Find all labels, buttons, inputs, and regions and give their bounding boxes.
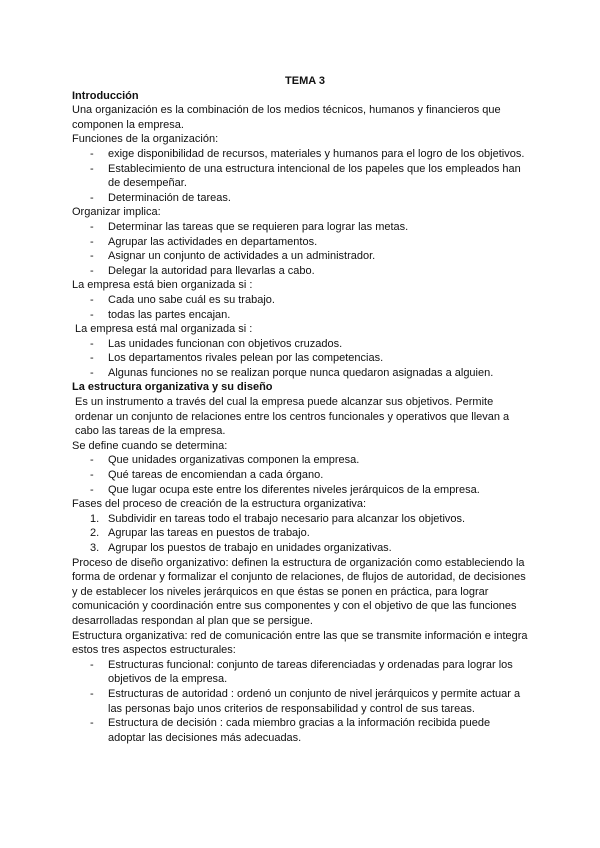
list-item: - todas las partes encajan. xyxy=(72,308,528,323)
list-item: - Las unidades funcionan con objetivos cruzados. xyxy=(72,337,528,352)
list-item: - Qué tareas de encomiendan a cada órgano. xyxy=(72,468,528,483)
defined-list xyxy=(72,453,528,497)
structure-heading: La estructura organizativa y su diseño xyxy=(72,381,273,394)
list-item: - exige disponibilidad de recursos, materiales y humanos para el logro de los objetivos. xyxy=(72,147,528,162)
list-item: - Delegar la autoridad para llevarlas a cabo. xyxy=(72,264,528,279)
functions-label: Funciones de la organización: xyxy=(72,133,219,146)
list-item: - Los departamentos rivales pelean por las competencias. xyxy=(72,351,528,366)
list-item xyxy=(72,541,528,556)
functions-list xyxy=(72,147,528,205)
defined-label: Se define cuando se determina: xyxy=(72,439,228,452)
bad-organized-label: La empresa está mal organizada si : xyxy=(75,323,253,336)
well-organized-list xyxy=(72,293,528,322)
list-number: 1. xyxy=(90,512,100,525)
list-item: - Asignar un conjunto de actividades a un administrador. xyxy=(72,249,528,264)
bad-organized-list xyxy=(72,337,528,381)
list-item: - Algunas funciones no se realizan porque nunca quedaron asignadas a alguien. xyxy=(72,366,528,381)
list-number: 3. xyxy=(90,542,100,554)
list-number: 2. xyxy=(90,527,100,540)
list-item: - Que lugar ocupa este entre los diferentes niveles jerárquicos de la empresa. xyxy=(72,483,528,498)
aspects-list xyxy=(72,658,528,746)
list-item: - Estructuras funcional: conjunto de tareas diferenciadas y ordenadas para lograr los objetivos de la empresa. xyxy=(72,658,528,687)
list-item-text: Agrupar los puestos de trabajo en unidades organizativas. xyxy=(108,542,392,554)
list-item-text: Subdividir en tareas todo el trabajo necesario para alcanzar los objetivos. xyxy=(108,512,466,525)
list-item: - Determinar las tareas que se requieren para lograr las metas. xyxy=(72,220,528,235)
design-process-paragraph: Proceso de diseño organizativo: definen la estructura de organización como estableciendo la forma de ordenar y formalizar el conjunto de relaciones, de flujos de autoridad, de decisiones y de establecer los niveles jerárquicos en que éstas se ponen en práctica, para lograr comunicación y coordinación entre sus componentes y con el objetivo de que las funciones desarrolladas respondan al plan que se persigue. xyxy=(72,556,526,627)
list-item xyxy=(72,512,528,527)
intro-definition: Una organización es la combinación de los medios técnicos, humanos y financieros que componen la empresa. xyxy=(72,104,501,131)
list-item: - Agrupar las actividades en departamentos. xyxy=(72,235,528,250)
org-structure-paragraph: Estructura organizativa: red de comunicación entre las que se transmite información e integra estos tres aspectos estructurales: xyxy=(72,629,528,657)
list-item: - Determinación de tareas. xyxy=(72,191,528,206)
intro-heading: Introducción xyxy=(72,89,139,102)
structure-definition: Es un instrumento a través del cual la empresa puede alcanzar sus objetivos. Permite ordenar un conjunto de relaciones entre los centros funcionales y operativos que llevan a cabo las tareas de la empresa. xyxy=(75,396,510,438)
list-item: - Cada uno sabe cuál es su trabajo. xyxy=(72,293,528,308)
phases-label: Fases del proceso de creación de la estructura organizativa: xyxy=(72,498,367,511)
well-organized-label: La empresa está bien organizada si : xyxy=(72,279,253,292)
list-item-text: Agrupar las tareas en puestos de trabajo. xyxy=(108,527,310,540)
list-item: - Establecimiento de una estructura intencional de los papeles que los empleados han de desempeñar. xyxy=(72,162,528,191)
list-item: - Estructura de decisión : cada miembro gracias a la información recibida puede adoptar las decisiones más adecuadas. xyxy=(72,716,528,745)
document-title: TEMA 3 xyxy=(285,75,325,87)
phases-list xyxy=(72,512,528,556)
list-item: - Estructuras de autoridad : ordenó un conjunto de nivel jerárquicos y permite actuar a las personas bajo unos criterios de responsabilidad y control de sus tareas. xyxy=(72,687,528,716)
list-item xyxy=(72,526,528,541)
implies-list xyxy=(72,220,528,278)
document-page xyxy=(72,74,528,745)
list-item: - Que unidades organizativas componen la empresa. xyxy=(72,453,528,468)
implies-label: Organizar implica: xyxy=(72,206,161,219)
